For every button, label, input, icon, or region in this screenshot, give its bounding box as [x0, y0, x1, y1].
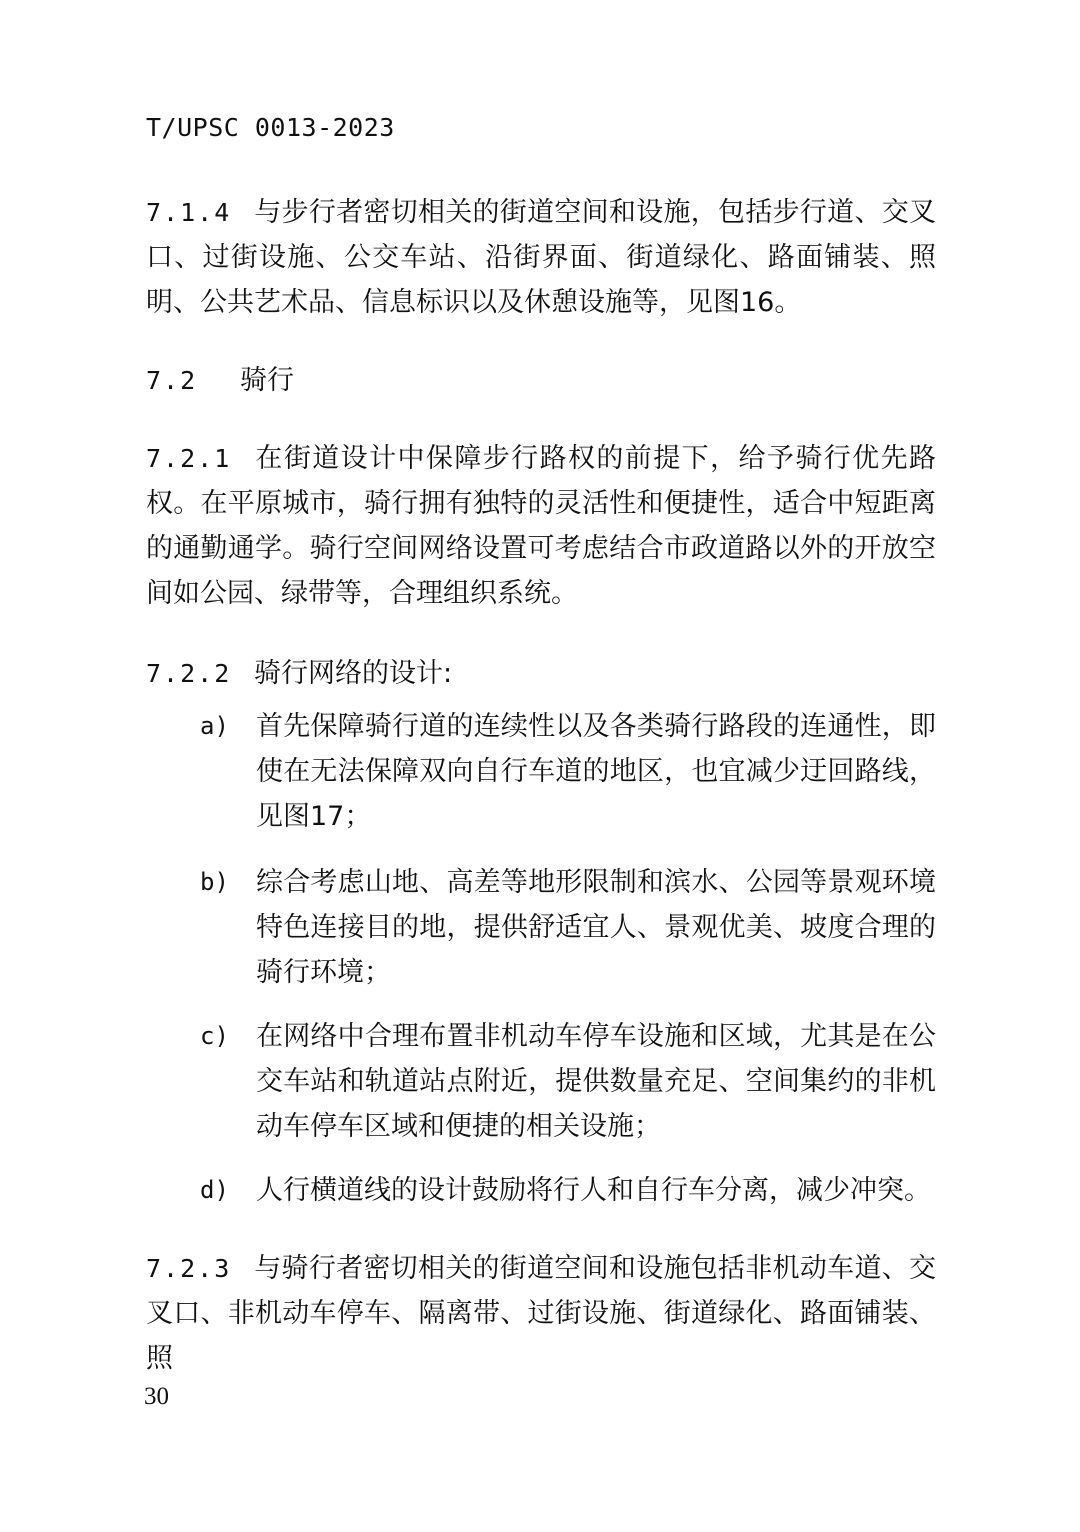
list-item-b: [200, 860, 936, 995]
list-item-text: 首先保障骑行道的连续性以及各类骑行路段的连通性，即使在无法保障双向自行车道的地区，也宜减少迂回路线，见图17；: [256, 711, 936, 832]
list-marker: a): [200, 712, 229, 740]
list-marker: c): [200, 1022, 229, 1050]
clause-number: 7.2.3: [146, 1254, 232, 1283]
clause-7-2-2: [146, 651, 936, 696]
section-title: 骑行: [240, 365, 294, 396]
list-item-text: 综合考虑山地、高差等地形限制和滨水、公园等景观环境特色连接目的地，提供舒适宜人、景观优美、坡度合理的骑行环境；: [256, 867, 936, 988]
clause-7-2-3: [146, 1246, 936, 1381]
clause-7-2-1: [146, 436, 936, 616]
clause-text: 与骑行者密切相关的街道空间和设施包括非机动车道、交叉口、非机动车停车、隔离带、过街设施、街道绿化、路面铺装、照: [146, 1253, 936, 1374]
clause-7-1-4: [146, 190, 936, 325]
clause-text: 骑行网络的设计:: [254, 658, 453, 689]
page-number: 30: [144, 1383, 169, 1410]
list-item-text: 在网络中合理布置非机动车停车设施和区域，尤其是在公交车站和轨道站点附近，提供数量充足、空间集约的非机动车停车区域和便捷的相关设施；: [256, 1021, 936, 1142]
list-item-text: 人行横道线的设计鼓励将行人和自行车分离，减少冲突。: [256, 1175, 931, 1206]
standard-code-header: T/UPSC 0013-2023: [146, 113, 395, 142]
list-item-d: [200, 1168, 936, 1213]
section-heading-7-2: [146, 358, 936, 403]
clause-number: 7.2.1: [146, 444, 232, 473]
section-number: 7.2: [146, 366, 198, 395]
list-item-a: [200, 704, 936, 839]
list-marker: d): [200, 1176, 229, 1204]
list-item-c: [200, 1014, 936, 1149]
clause-text: 在街道设计中保障步行路权的前提下，给予骑行优先路权。在平原城市，骑行拥有独特的灵活性和便捷性，适合中短距离的通勤通学。骑行空间网络设置可考虑结合市政道路以外的开放空间如公园、绿带等，合理组织系统。: [146, 443, 936, 609]
list-marker: b): [200, 868, 229, 896]
clause-number: 7.1.4: [146, 198, 232, 227]
clause-number: 7.2.2: [146, 659, 232, 688]
clause-text: 与步行者密切相关的街道空间和设施，包括步行道、交叉口、过街设施、公交车站、沿街界面、街道绿化、路面铺装、照明、公共艺术品、信息标识以及休憩设施等，见图16。: [146, 197, 936, 318]
